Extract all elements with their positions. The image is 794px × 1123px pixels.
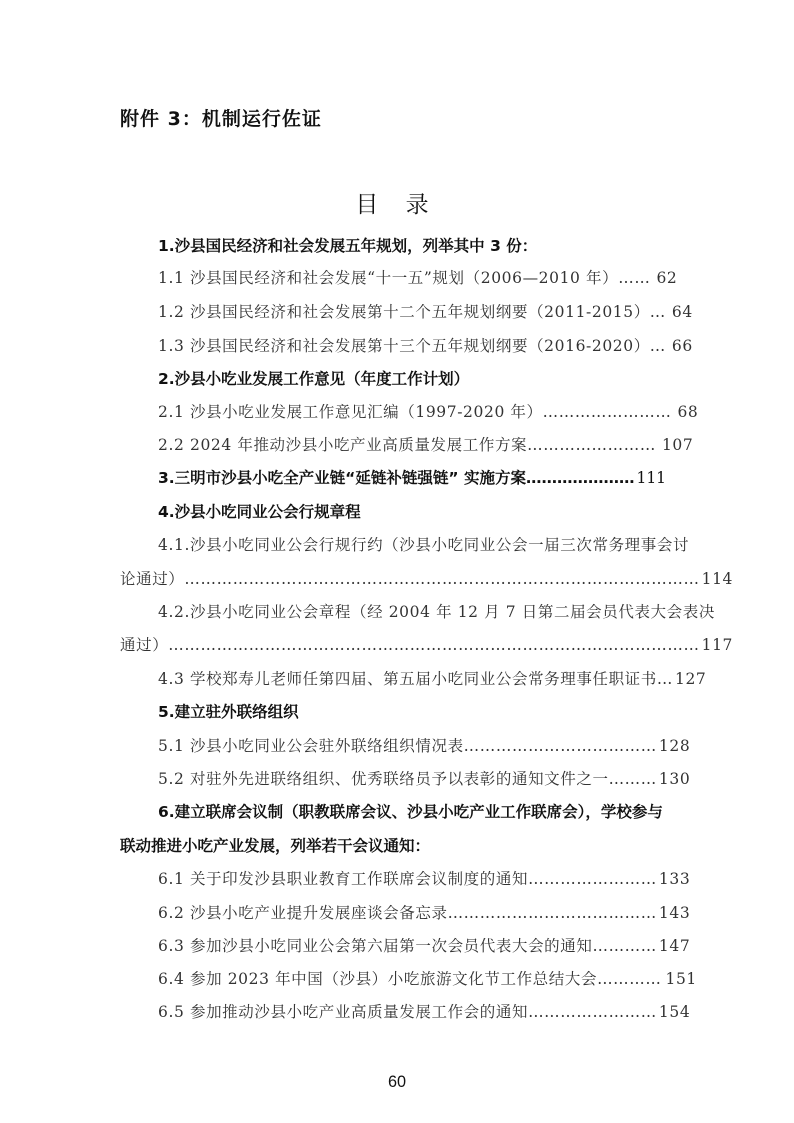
toc-section-heading: 2.沙县小吃业发展工作意见（年度工作计划） [158, 370, 470, 388]
toc-entry[interactable]: 4.2.沙县小吃同业公会章程（经 2004 年 12 月 7 日第二届会员代表大会表决 [158, 603, 715, 621]
toc-entry[interactable]: 6.1 关于印发沙县职业教育工作联席会议制度的通知…………………… 133 [158, 870, 691, 888]
toc-page-number: 154 [658, 1003, 691, 1021]
toc-page-number: 133 [658, 870, 691, 888]
toc-entry[interactable]: 2.2 2024 年推动沙县小吃产业高质量发展工作方案…………………… 107 [158, 436, 694, 454]
toc-entry[interactable]: 1.1 沙县国民经济和社会发展“十一五”规划（2006—2010 年）…… 62 [158, 269, 678, 287]
toc-title: 目 录 [355, 192, 439, 218]
toc-section-heading: 4.沙县小吃同业公会行规章程 [158, 503, 361, 521]
toc-page-number: 151 [665, 970, 697, 988]
toc-entry[interactable]: 1.3 沙县国民经济和社会发展第十三个五年规划纲要（2016-2020）… 66 [158, 337, 693, 355]
toc-section-heading: 6.建立联席会议制（职教联席会议、沙县小吃产业工作联席会），学校参与 [158, 803, 663, 821]
toc-entry[interactable]: 3.三明市沙县小吃全产业链“延链补链强链” 实施方案………………… 111 [158, 469, 667, 487]
page-number: 60 [387, 1073, 407, 1091]
toc-entry[interactable]: 5.2 对驻外先进联络组织、优秀联络员予以表彰的通知文件之一……… 130 [158, 770, 691, 788]
toc-entry[interactable]: 5.1 沙县小吃同业公会驻外联络组织情况表……………………………… 128 [158, 737, 691, 755]
toc-page-number: 66 [671, 337, 693, 355]
toc-page-number: 107 [661, 436, 694, 454]
toc-page-number: 62 [656, 269, 678, 287]
toc-section-heading: 1.沙县国民经济和社会发展五年规划，列举其中 3 份： [158, 237, 538, 255]
toc-entry[interactable]: 4.1.沙县小吃同业公会行规行约（沙县小吃同业公会一届三次常务理事会讨 [158, 536, 690, 554]
toc-entry-continued[interactable]: 论通过）…………………………………………………………………………………… 114 [120, 570, 733, 588]
toc-page-number: 64 [671, 303, 693, 321]
toc-page-number: 143 [658, 904, 691, 922]
toc-entry[interactable]: 6.5 参加推动沙县小吃产业高质量发展工作会的通知…………………… 154 [158, 1003, 691, 1021]
toc-entry[interactable]: 6.2 沙县小吃产业提升发展座谈会备忘录………………………………… 143 [158, 904, 691, 922]
toc-page-number: 127 [674, 670, 707, 688]
toc-entry-continued[interactable]: 通过）……………………………………………………………………………………… 117 [120, 636, 733, 654]
toc-section-heading-continued: 联动推进小吃产业发展，列举若干会议通知： [120, 837, 431, 855]
toc-page-number: 114 [701, 570, 733, 588]
toc-page-number: 147 [658, 937, 691, 955]
toc-page-number: 130 [658, 770, 691, 788]
toc-entry[interactable]: 6.3 参加沙县小吃同业公会第六届第一次会员代表大会的通知………… 147 [158, 937, 691, 955]
toc-entry[interactable]: 4.3 学校郑寿儿老师任第四届、第五届小吃同业公会常务理事任职证书… 127 [158, 670, 707, 688]
toc-page-number: 68 [677, 403, 699, 421]
toc-entry[interactable]: 6.4 参加 2023 年中国（沙县）小吃旅游文化节工作总结大会………… 151 [158, 970, 697, 988]
toc-page-number: 117 [701, 636, 733, 654]
toc-page-number: 128 [658, 737, 691, 755]
attachment-title: 附件 3：机制运行佐证 [120, 108, 322, 130]
toc-entry[interactable]: 2.1 沙县小吃业发展工作意见汇编（1997-2020 年）…………………… 68 [158, 403, 699, 421]
toc-section-heading: 5.建立驻外联络组织 [158, 703, 299, 721]
toc-entry[interactable]: 1.2 沙县国民经济和社会发展第十二个五年规划纲要（2011-2015）… 64 [158, 303, 693, 321]
toc-page-number: 111 [636, 469, 667, 487]
